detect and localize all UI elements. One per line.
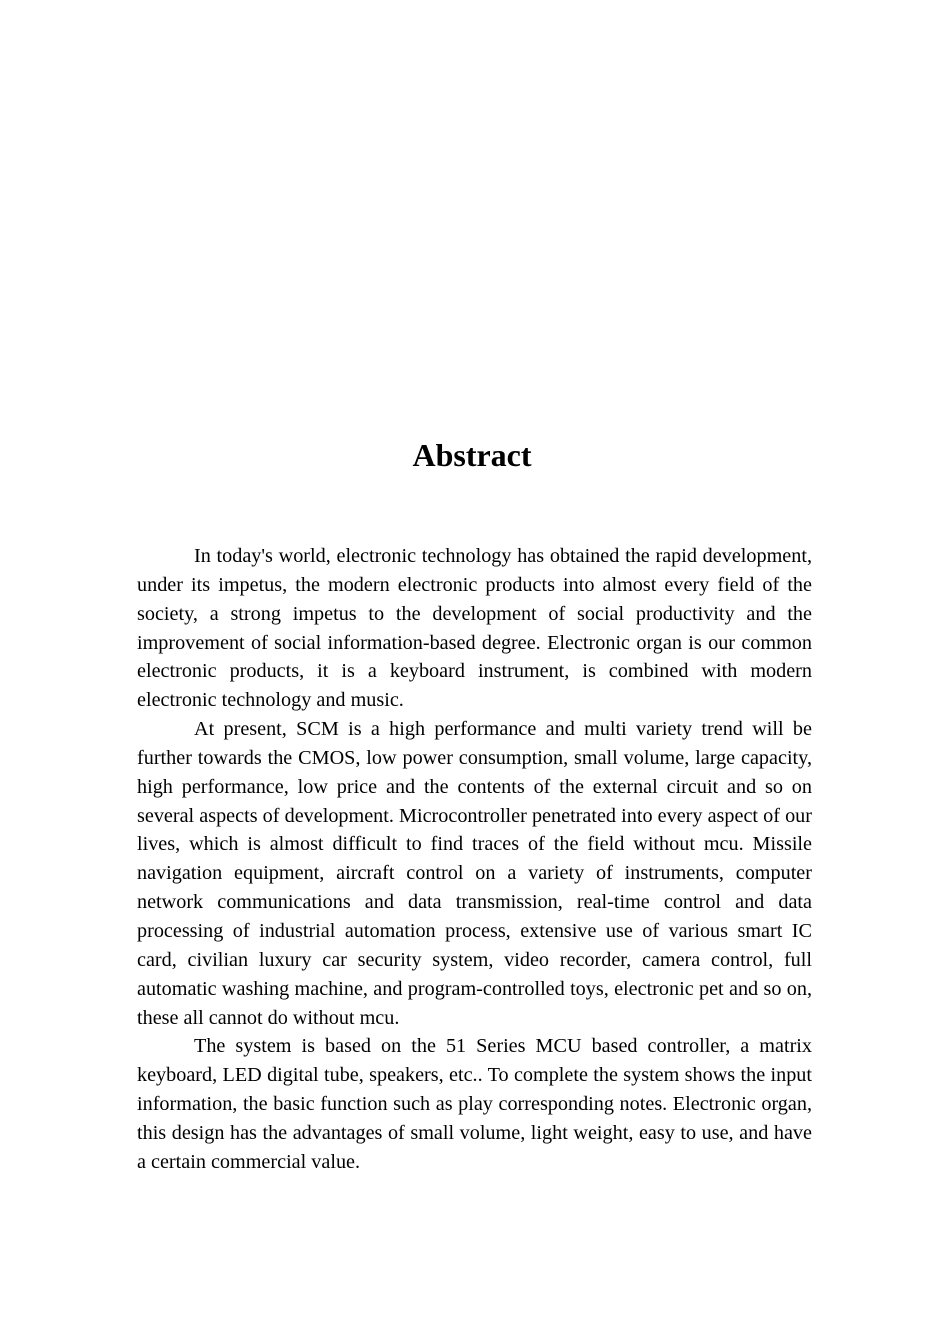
abstract-paragraph-1: In today's world, electronic technology has obtained the rapid development, under its impetus, the modern electronic products into almost every field of the society, a strong impetus to the development of social productivity and the improvement of social information-based degree. Electronic organ is our common electronic products, it is a keyboard instrument, is combined with modern electronic technology and music. xyxy=(137,545,812,712)
abstract-title: Abstract xyxy=(412,437,532,473)
abstract-paragraph-2: At present, SCM is a high performance and multi variety trend will be further towards the CMOS, low power consumption, small volume, large capacity, high performance, low price and the contents of the external circuit and so on several aspects of development. Microcontroller penetrated into every aspect of our lives, which is almost difficult to find traces of the field without mcu. Missile navigation equipment, aircraft control on a variety of instruments, computer network communications and data transmission, real-time control and data processing of industrial automation process, extensive use of various smart IC card, civilian luxury car security system, video recorder, camera control, full automatic washing machine, and program-controlled toys, electronic pet and so on, these all cannot do without mcu. xyxy=(137,718,812,1029)
abstract-paragraph-3: The system is based on the 51 Series MCU based controller, a matrix keyboard, LED digital tube, speakers, etc.. To complete the system shows the input information, the basic function such as play corresponding notes. Electronic organ, this design has the advantages of small volume, light weight, easy to use, and have a certain commercial value. xyxy=(137,1035,812,1173)
abstract-body xyxy=(137,542,812,1177)
